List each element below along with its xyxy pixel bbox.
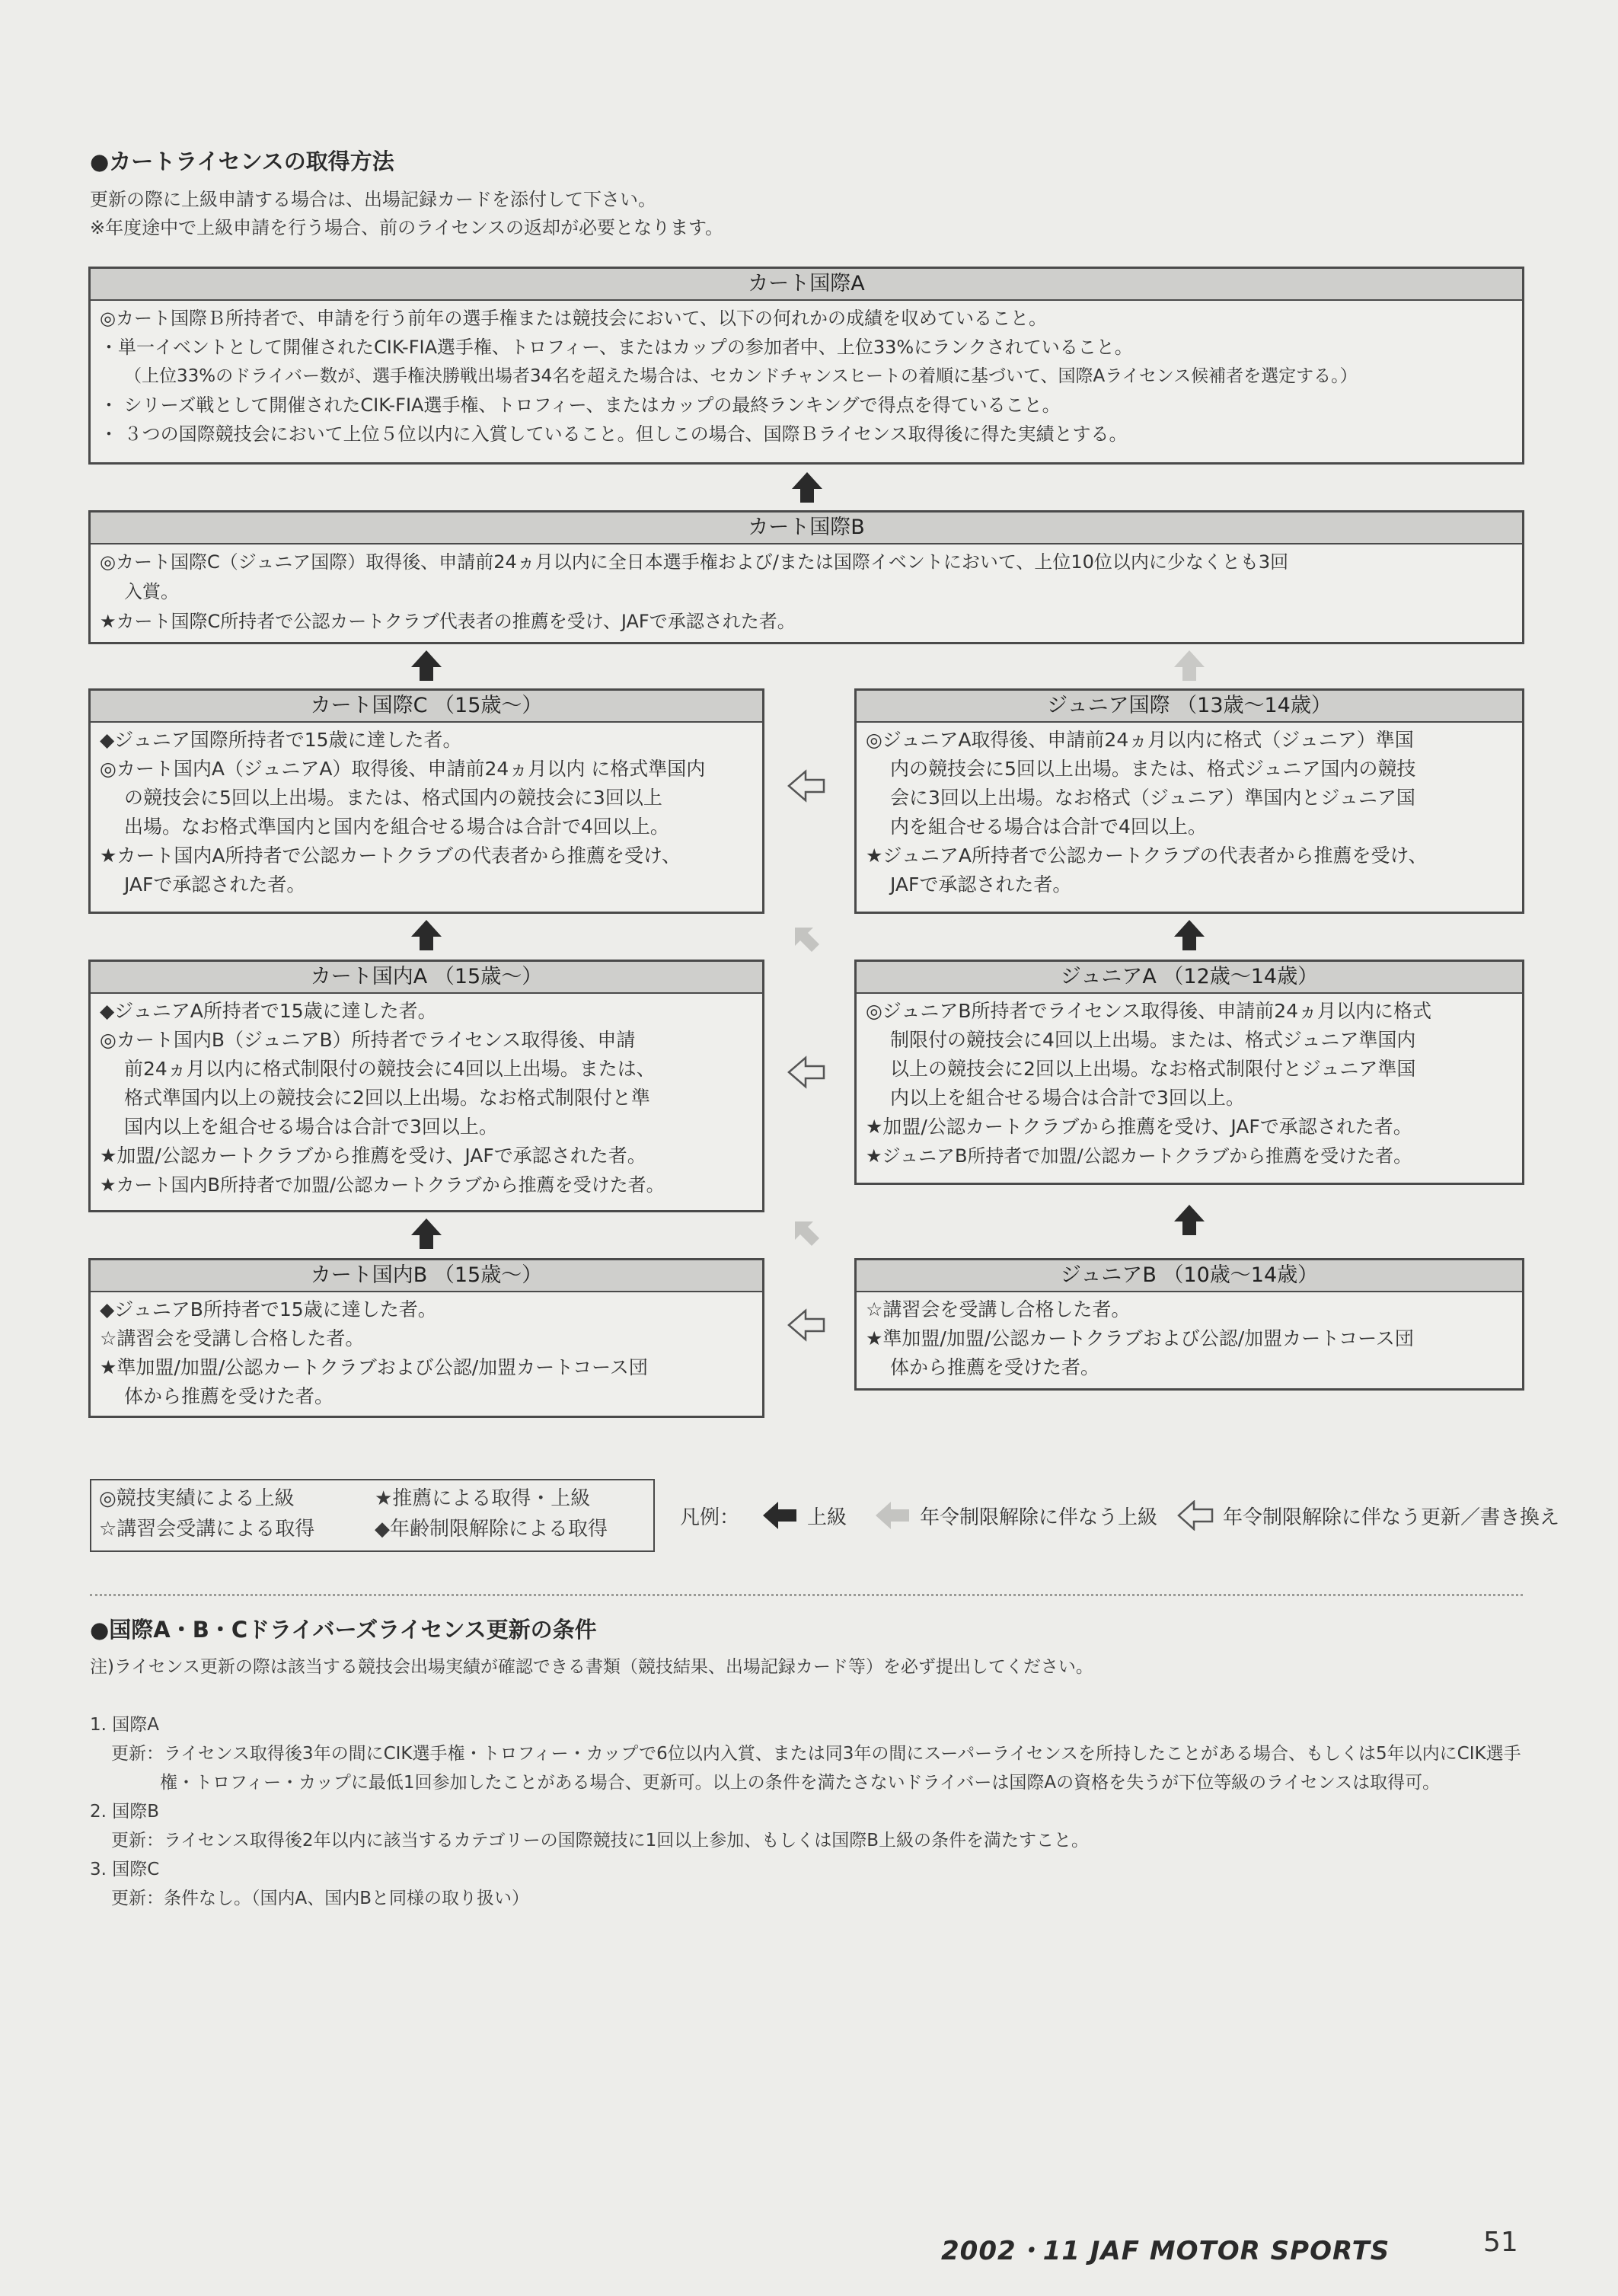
box-title: カート国際C （15歳〜） <box>91 691 762 723</box>
box-line: ☆講習会を受講し合格した者。 <box>866 1298 1131 1320</box>
box-title: カート国際A <box>91 269 1522 301</box>
box-line: ★加盟/公認カートクラブから推薦を受け、JAFで承認された者。 <box>100 1145 646 1167</box>
renewal-arrow-icon <box>787 769 827 803</box>
box-line: 体から推薦を受けた者。 <box>124 1385 334 1407</box>
box-line: 内以上を組合せる場合は合計で3回以上。 <box>890 1087 1245 1109</box>
legend-black-arrow-icon <box>761 1500 798 1531</box>
box-line: ★加盟/公認カートクラブから推薦を受け、JAFで承認された者。 <box>866 1116 1412 1138</box>
box-line: ★準加盟/加盟/公認カートクラブおよび公認/加盟カートコース団 <box>100 1356 648 1378</box>
section-heading: ●国際A・B・Cドライバーズライセンス更新の条件 <box>90 1617 597 1643</box>
legend-gray-arrow-icon <box>874 1500 911 1531</box>
box-title: カート国際B <box>91 513 1522 544</box>
box-line: ☆講習会を受講し合格した者。 <box>100 1327 365 1349</box>
box-line: JAFで承認された者。 <box>890 873 1072 896</box>
box-title: ジュニアA （12歳〜14歳） <box>857 962 1522 994</box>
box-line: ・ ３つの国際競技会において上位５位以内に入賞していること。但しこの場合、国際Ｂライセンス取得後に得た実績とする。 <box>100 423 1128 445</box>
legend-gray-arrow-label: 年令制限解除に伴なう上級 <box>920 1506 1158 1529</box>
renewal-item-line: 更新：ライセンス取得後3年の間にCIK選手権・トロフィー・カップで6位以内入賞、または同3年の間にスーパーライセンスを所持したことがある場合、もしくは5年以内にCIK選手 <box>111 1744 1521 1764</box>
upgrade-arrow-icon <box>410 1217 443 1250</box>
box-line: 国内以上を組合せる場合は合計で3回以上。 <box>124 1116 498 1138</box>
box-title: カート国内B （15歳〜） <box>91 1260 762 1292</box>
box-junior-a <box>854 960 1524 1185</box>
upgrade-arrow-icon <box>790 471 824 504</box>
box-title: カート国内A （15歳〜） <box>91 962 762 994</box>
box-title: ジュニア国際 （13歳〜14歳） <box>857 691 1522 723</box>
legend-symbol: ☆講習会受講による取得 <box>99 1518 315 1541</box>
renewal-item-label: 2. 国際B <box>90 1802 160 1822</box>
age-upgrade-arrow-icon <box>1173 649 1206 682</box>
upgrade-arrow-icon <box>410 918 443 952</box>
box-line: の競技会に5回以上出場。または、格式国内の競技会に3回以上 <box>124 787 662 809</box>
magazine-footer: 2002・11 JAF MOTOR SPORTS <box>941 2236 1390 2266</box>
renewal-item-line: 更新：条件なし。（国内A、国内Bと同様の取り扱い） <box>111 1889 530 1908</box>
box-kart-domestic-a <box>88 960 764 1212</box>
intro-line: 更新の際に上級申請する場合は、出場記録カードを添付して下さい。 <box>90 189 656 210</box>
box-junior-b <box>854 1258 1524 1391</box>
renewal-list <box>90 1710 1521 1913</box>
renewal-item-line: 更新：ライセンス取得後2年以内に該当するカテゴリーの国際競技に1回以上参加、もしくは国際B上級の条件を満たすこと。 <box>111 1831 1090 1851</box>
box-line: ◎カート国際Ｂ所持者で、申請を行う前年の選手権または競技会において、以下の何れかの成績を収めていること。 <box>100 308 1047 329</box>
box-line: （上位33%のドライバー数が、選手権決勝戦出場者34名を超えた場合は、セカンドチャンスヒートの着順に基づいて、国際Aライセンス候補者を選定する。） <box>124 366 1358 386</box>
box-line: ・単一イベントとして開催されたCIK-FIA選手権、トロフィー、またはカップの参加者中、上位33%にランクされていること。 <box>100 337 1133 358</box>
box-line: ★カート国際C所持者で公認カートクラブ代表者の推薦を受け、JAFで承認された者。 <box>100 611 796 632</box>
box-line: ◆ジュニア国際所持者で15歳に達した者。 <box>100 729 462 751</box>
box-line: ◎ジュニアB所持者でライセンス取得後、申請前24ヵ月以内に格式 <box>866 1000 1432 1022</box>
legend-label: 凡例： <box>680 1506 740 1529</box>
section-heading: ●カートライセンスの取得方法 <box>90 148 394 174</box>
legend-symbol: ◎競技実績による上級 <box>99 1487 295 1510</box>
section-note: 注)ライセンス更新の際は該当する競技会出場実績が確認できる書類（競技結果、出場記録カード等）を必ず提出してください。 <box>90 1657 1093 1677</box>
renewal-item-label: 3. 国際C <box>90 1860 160 1879</box>
box-title: ジュニアB （10歳〜14歳） <box>857 1260 1522 1292</box>
box-line: ★ジュニアB所持者で加盟/公認カートクラブから推薦を受けた者。 <box>866 1145 1412 1167</box>
box-line: 会に3回以上出場。なお格式（ジュニア）準国内とジュニア国 <box>890 787 1415 809</box>
box-line: 制限付の競技会に4回以上出場。または、格式ジュニア準国内 <box>890 1029 1416 1051</box>
box-line: 格式準国内以上の競技会に2回以上出場。なお格式制限付と準 <box>124 1087 650 1109</box>
box-line: ◎カート国内B（ジュニアB）所持者でライセンス取得後、申請 <box>100 1029 636 1051</box>
box-line: ◎カート国際C（ジュニア国際）取得後、申請前24ヵ月以内に全日本選手権および/または国際イベントにおいて、上位10位以内に少なくとも3回 <box>100 551 1289 573</box>
box-line: 前24ヵ月以内に格式制限付の競技会に4回以上出場。または、 <box>124 1058 656 1080</box>
page-number: 51 <box>1483 2227 1518 2258</box>
box-line: 体から推薦を受けた者。 <box>890 1356 1100 1378</box>
box-line: ★ジュニアA所持者で公認カートクラブの代表者から推薦を受け、 <box>866 845 1428 867</box>
renewal-item-line: 権・トロフィー・カップに最低1回参加したことがある場合、更新可。以上の条件を満たさないドライバーは国際Aの資格を失うが下位等級のライセンスは取得可。 <box>160 1773 1441 1793</box>
box-line: ◆ジュニアB所持者で15歳に達した者。 <box>100 1298 437 1320</box>
renewal-arrow-icon <box>787 1055 827 1089</box>
box-line: ◎カート国内A（ジュニアA）取得後、申請前24ヵ月以内 に格式準国内 <box>100 758 706 780</box>
box-line: 内を組合せる場合は合計で4回以上。 <box>890 816 1207 838</box>
box-line: ◆ジュニアA所持者で15歳に達した者。 <box>100 1000 437 1022</box>
box-line: 以上の競技会に2回以上出場。なお格式制限付とジュニア準国 <box>890 1058 1416 1080</box>
legend-outline-arrow-icon <box>1177 1500 1214 1531</box>
age-upgrade-diagonal-arrow-icon <box>792 924 822 955</box>
renewal-item-label: 1. 国際A <box>90 1715 159 1735</box>
age-upgrade-diagonal-arrow-icon <box>792 1218 822 1249</box>
legend-symbols <box>90 1479 655 1552</box>
box-line: 内の競技会に5回以上出場。または、格式ジュニア国内の競技 <box>890 758 1416 780</box>
renewal-arrow-icon <box>787 1308 827 1342</box>
box-line: ★カート国内A所持者で公認カートクラブの代表者から推薦を受け、 <box>100 845 681 867</box>
legend-black-arrow-label: 上級 <box>807 1506 847 1529</box>
box-kart-domestic-b <box>88 1258 764 1418</box>
upgrade-arrow-icon <box>1173 918 1206 952</box>
intro-text <box>90 186 723 242</box>
box-kart-intl-b <box>88 510 1524 644</box>
box-line: 入賞。 <box>124 581 179 602</box>
box-line: 出場。なお格式準国内と国内を組合せる場合は合計で4回以上。 <box>124 816 669 838</box>
intro-line: ※年度途中で上級申請を行う場合、前のライセンスの返却が必要となります。 <box>90 217 724 238</box>
upgrade-arrow-icon <box>1173 1203 1206 1237</box>
box-line: ・ シリーズ戦として開催されたCIK-FIA選手権、トロフィー、またはカップの最終ランキングで得点を得ていること。 <box>100 394 1061 416</box>
box-kart-intl-a <box>88 267 1524 465</box>
box-line: ★カート国内B所持者で加盟/公認カートクラブから推薦を受けた者。 <box>100 1174 665 1196</box>
box-line: JAFで承認された者。 <box>124 873 306 896</box>
divider <box>90 1594 1523 1596</box>
legend-symbol: ◆年齢制限解除による取得 <box>375 1518 608 1541</box>
legend-symbol: ★推薦による取得・上級 <box>375 1487 591 1510</box>
legend-outline-arrow-label: 年令制限解除に伴なう更新／書き換え <box>1223 1506 1560 1529</box>
box-line: ★準加盟/加盟/公認カートクラブおよび公認/加盟カートコース団 <box>866 1327 1414 1349</box>
box-line: ◎ジュニアA取得後、申請前24ヵ月以内に格式（ジュニア）準国 <box>866 729 1414 751</box>
box-kart-intl-c <box>88 688 764 914</box>
box-junior-intl <box>854 688 1524 914</box>
upgrade-arrow-icon <box>410 649 443 682</box>
